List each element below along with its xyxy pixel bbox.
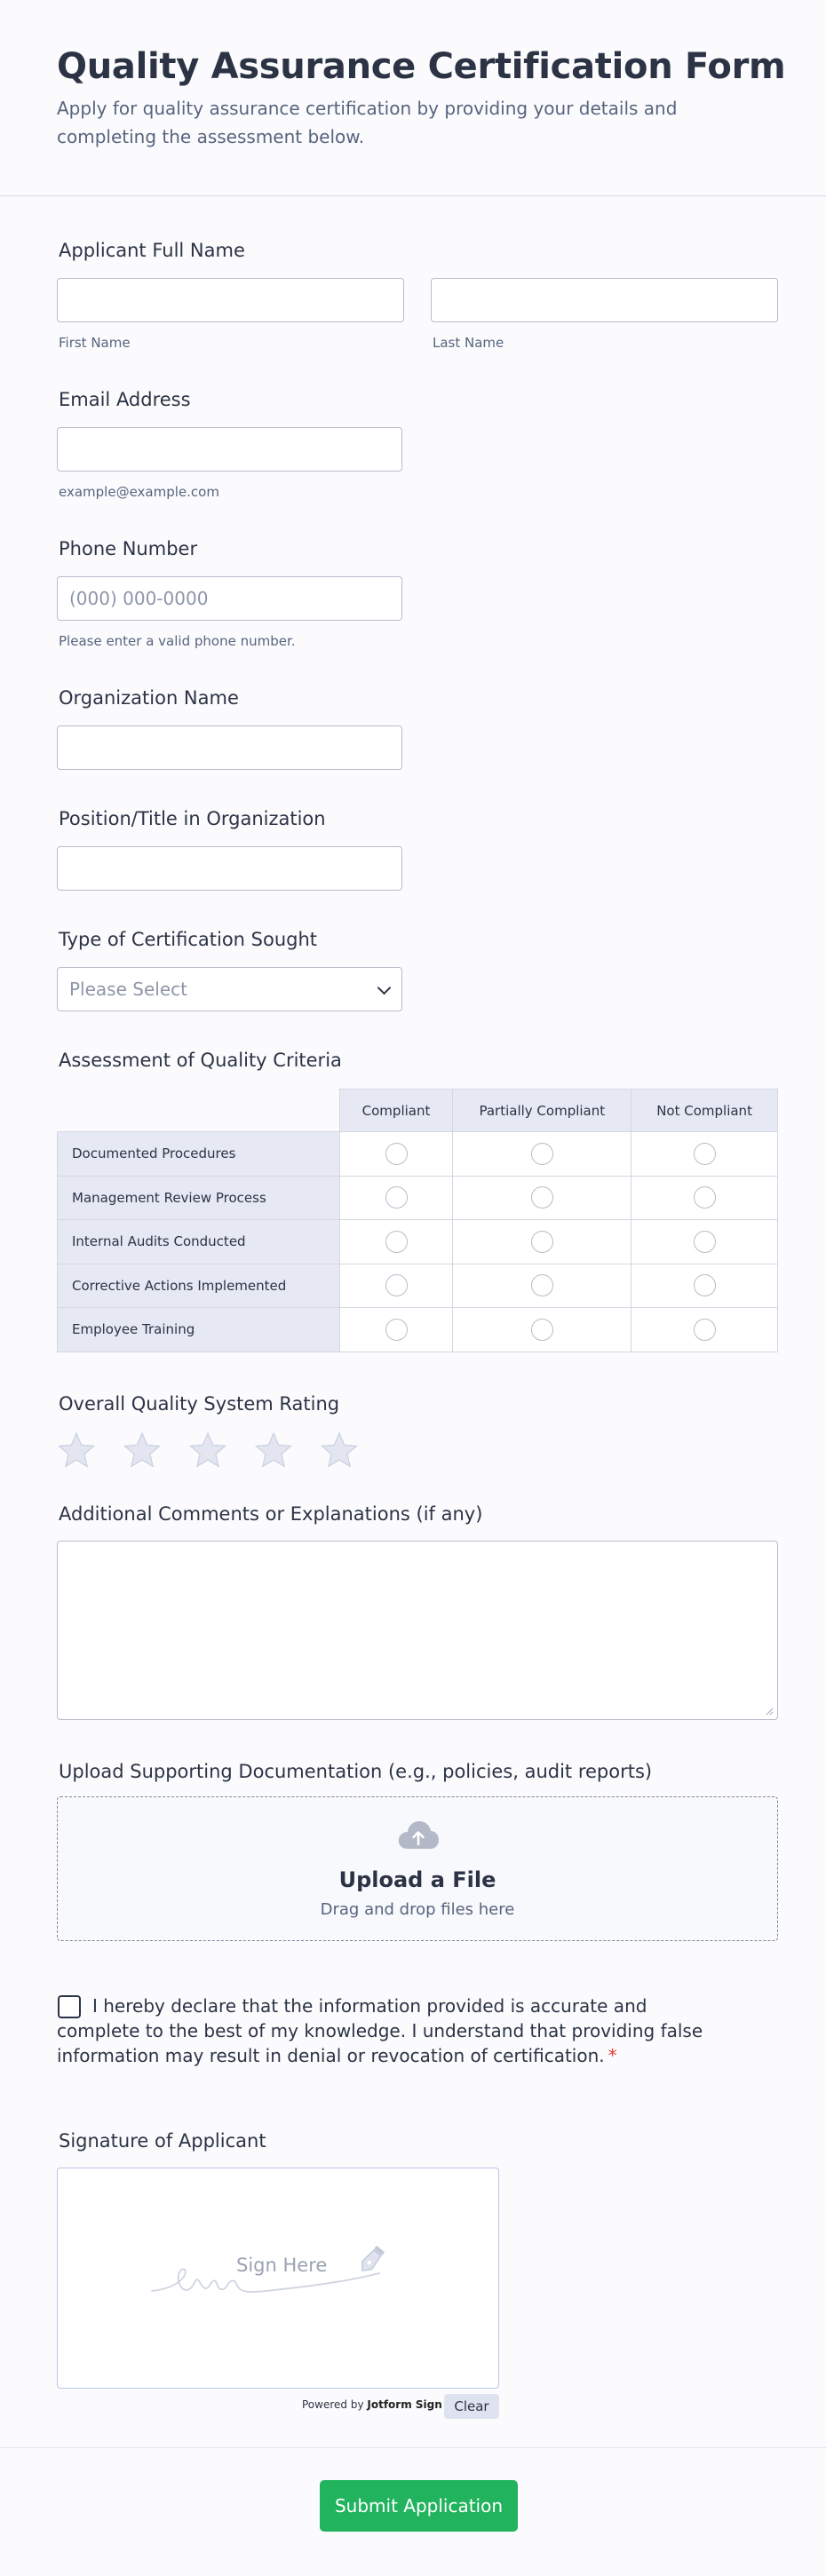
radio-cell	[631, 1132, 778, 1177]
matrix-row	[58, 1220, 778, 1264]
matrix-row	[58, 1176, 778, 1220]
star-rating	[57, 1431, 381, 1470]
organization-input[interactable]	[57, 725, 402, 770]
form-subtitle: Apply for quality assurance certification by providing your details and completing the assessment below.	[57, 98, 678, 147]
radio-button[interactable]	[385, 1186, 408, 1209]
radio-button[interactable]	[694, 1319, 716, 1341]
radio-cell	[453, 1176, 631, 1220]
certification-type-label: Type of Certification Sought	[59, 929, 318, 950]
jotform-sign-brand: Jotform Sign	[367, 2398, 442, 2411]
matrix-row-label: Employee Training	[58, 1308, 340, 1352]
star-icon[interactable]	[320, 1431, 359, 1470]
upload-label: Upload Supporting Documentation (e.g., policies, audit reports)	[59, 1761, 653, 1782]
star-icon[interactable]	[57, 1431, 96, 1470]
last-name-input[interactable]	[431, 278, 778, 322]
radio-button[interactable]	[385, 1231, 408, 1253]
matrix-row-label: Internal Audits Conducted	[58, 1220, 340, 1264]
radio-button[interactable]	[385, 1319, 408, 1341]
radio-cell	[453, 1308, 631, 1352]
radio-cell	[631, 1220, 778, 1264]
matrix-column-header: Partially Compliant	[453, 1090, 631, 1132]
resize-handle-icon[interactable]	[765, 1707, 774, 1716]
form-header	[0, 0, 826, 196]
declaration-text	[57, 1993, 705, 2068]
radio-button[interactable]	[694, 1274, 716, 1296]
phone-label: Phone Number	[59, 538, 198, 559]
assessment-matrix	[57, 1089, 778, 1352]
radio-cell	[631, 1176, 778, 1220]
position-input[interactable]	[57, 846, 402, 891]
signature-label: Signature of Applicant	[59, 2130, 266, 2152]
radio-cell	[339, 1220, 453, 1264]
first-name-sublabel: First Name	[59, 335, 131, 351]
required-asterisk: *	[608, 2045, 617, 2066]
radio-button[interactable]	[531, 1319, 553, 1341]
radio-button[interactable]	[694, 1143, 716, 1165]
radio-cell	[453, 1264, 631, 1308]
full-name-label: Applicant Full Name	[59, 240, 245, 261]
email-label: Email Address	[59, 389, 191, 410]
signature-placeholder: Sign Here	[236, 2255, 328, 2276]
radio-button[interactable]	[385, 1143, 408, 1165]
phone-sublabel: Please enter a valid phone number.	[59, 633, 296, 649]
cloud-upload-icon	[397, 1819, 440, 1851]
radio-button[interactable]	[385, 1274, 408, 1296]
radio-button[interactable]	[531, 1231, 553, 1253]
radio-button[interactable]	[694, 1186, 716, 1209]
matrix-row	[58, 1308, 778, 1352]
radio-cell	[631, 1264, 778, 1308]
radio-cell	[339, 1132, 453, 1177]
first-name-input[interactable]	[57, 278, 404, 322]
radio-cell	[453, 1132, 631, 1177]
radio-cell	[453, 1220, 631, 1264]
matrix-row-label: Documented Procedures	[58, 1132, 340, 1177]
upload-title: Upload a File	[338, 1867, 496, 1892]
assessment-label: Assessment of Quality Criteria	[59, 1050, 342, 1071]
certification-type-select[interactable]	[57, 967, 402, 1011]
radio-cell	[339, 1264, 453, 1308]
comments-textarea[interactable]	[57, 1541, 778, 1720]
file-upload-dropzone[interactable]	[57, 1796, 778, 1941]
footer-divider	[0, 2447, 826, 2448]
comments-label: Additional Comments or Explanations (if any)	[59, 1503, 483, 1525]
signature-pad[interactable]	[57, 2168, 499, 2389]
radio-button[interactable]	[531, 1274, 553, 1296]
certification-type-value: Please Select	[69, 979, 187, 1000]
phone-input[interactable]: (000) 000-0000	[57, 576, 402, 621]
star-icon[interactable]	[188, 1431, 227, 1470]
matrix-row	[58, 1264, 778, 1308]
powered-by-prefix: Powered by	[302, 2398, 364, 2411]
radio-cell	[339, 1308, 453, 1352]
matrix-row-label: Corrective Actions Implemented	[58, 1264, 340, 1308]
matrix-row-label: Management Review Process	[58, 1176, 340, 1220]
organization-label: Organization Name	[59, 687, 239, 709]
submit-button[interactable]: Submit Application	[320, 2480, 518, 2532]
email-sublabel: example@example.com	[59, 484, 219, 500]
rating-label: Overall Quality System Rating	[59, 1393, 340, 1415]
declaration-label: I hereby declare that the information provided is accurate and complete to the best of my knowledge. I understand that providing false information may result in denial or revocation of certification.	[57, 1995, 703, 2066]
radio-button[interactable]	[694, 1231, 716, 1253]
matrix-column-header: Compliant	[339, 1090, 453, 1132]
form-title: Quality Assurance Certification Form	[57, 46, 786, 87]
powered-by	[302, 2398, 442, 2411]
star-icon[interactable]	[254, 1431, 293, 1470]
radio-button[interactable]	[531, 1186, 553, 1209]
matrix-column-header: Not Compliant	[631, 1090, 778, 1132]
radio-cell	[339, 1176, 453, 1220]
last-name-sublabel: Last Name	[433, 335, 504, 351]
chevron-down-icon	[377, 981, 392, 995]
clear-signature-button[interactable]: Clear	[444, 2394, 499, 2419]
email-input[interactable]	[57, 427, 402, 472]
radio-cell	[631, 1308, 778, 1352]
upload-subtitle: Drag and drop files here	[320, 1900, 515, 1919]
position-label: Position/Title in Organization	[59, 808, 326, 829]
radio-button[interactable]	[531, 1143, 553, 1165]
matrix-corner	[58, 1090, 340, 1132]
matrix-row	[58, 1132, 778, 1177]
star-icon[interactable]	[123, 1431, 162, 1470]
